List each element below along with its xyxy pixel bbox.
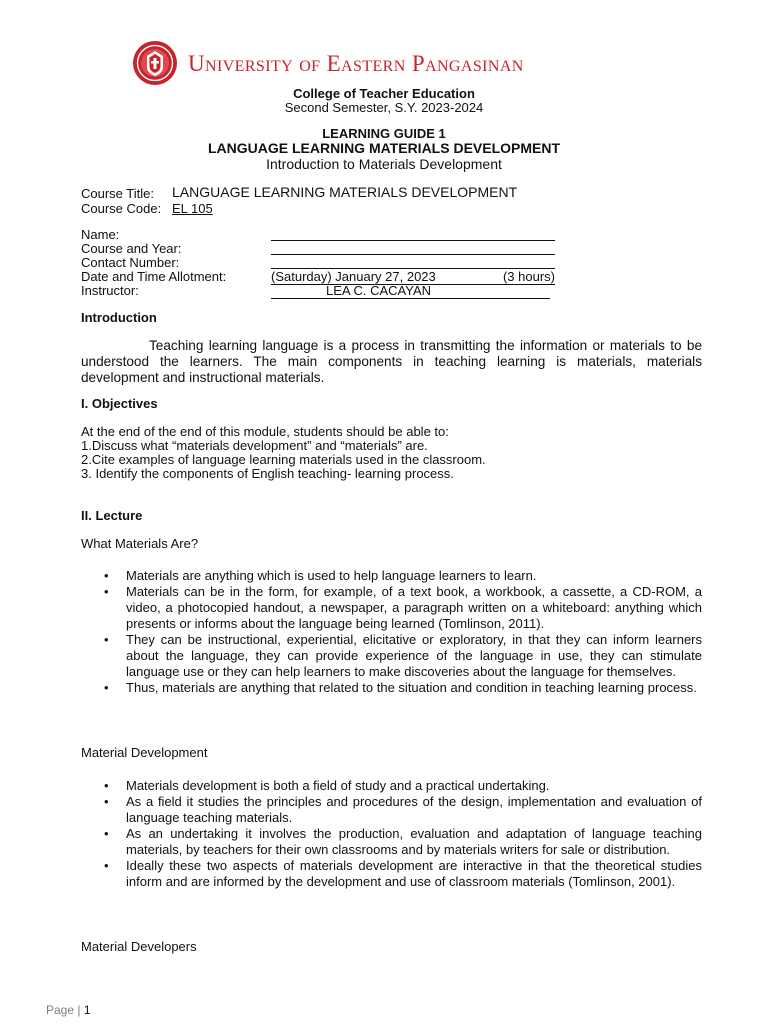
instructor-field [271,284,550,299]
list-item: • They can be instructional, experiential, elicitative or exploratory, in that they can inform learners about the language, they can provide experience of the language in use, they can stimulate language use or they can help learners to make discoveries about the language for themselves. [104,632,702,679]
name-label: Name: [81,227,120,242]
list-item: • Ideally these two aspects of materials development are interactive in that the theoretical studies inform and are informed by the development and use of classroom materials (Tomlinson, 2001). [104,858,702,889]
objectives-heading: I. Objectives [81,396,158,411]
list-item: • Materials can be in the form, for example, of a text book, a workbook, a cassette, a CD-ROM, a video, a photocopied handout, a newspaper, a paragraph written on a whiteboard: anything which presents or informs about the language being learned (Tomlinson, 2011). [104,584,702,631]
what-materials-subheading: What Materials Are? [81,536,199,551]
list-item: • Thus, materials are anything that related to the situation and condition in teaching learning process. [104,680,697,695]
module-subtitle: Introduction to Materials Development [266,156,502,172]
instructor-value: LEA C. CACAYAN [326,283,431,298]
introduction-heading: Introduction [81,310,157,325]
course-heading: LANGUAGE LEARNING MATERIALS DEVELOPMENT [207,140,561,156]
list-item: • As a field it studies the principles and procedures of the design, implementation and evaluation of language teaching materials. [104,794,702,825]
college-name: College of Teacher Education [293,86,475,101]
course-title-label: Course Title: [81,186,154,201]
development-bullet-list [81,778,702,890]
list-item: • As an undertaking it involves the production, evaluation and adaptation of language teaching materials, by teachers for their own classrooms and by materials writers for sale or distribution. [104,826,702,857]
semester-line: Second Semester, S.Y. 2023-2024 [284,100,484,115]
course-code-label: Course Code: [81,201,162,216]
hours-value: (3 hours) [502,269,555,284]
instructor-label: Instructor: [81,283,139,298]
objective-item: 1.Discuss what “materials development” and “materials” are. [81,438,428,453]
date-value: (Saturday) January 27, 2023 [271,269,436,284]
page-number: 1 [83,1003,91,1017]
materials-bullet-list [81,568,702,696]
course-code-value: EL 105 [172,201,213,216]
material-development-subheading: Material Development [81,745,208,760]
list-item: • Materials are anything which is used to help language learners to learn. [104,568,537,583]
contact-number-label: Contact Number: [81,255,180,270]
page-footer [46,1003,91,1017]
material-developers-subheading: Material Developers [81,939,197,954]
course-year-label: Course and Year: [81,241,182,256]
date-time-label: Date and Time Allotment: [81,269,227,284]
objectives-lead: At the end of the end of this module, students should be able to: [81,424,449,439]
list-item: • Materials development is both a field of study and a practical undertaking. [104,778,550,793]
course-title-value: LANGUAGE LEARNING MATERIALS DEVELOPMENT [172,184,518,200]
page-label: Page | [46,1003,81,1017]
course-year-blank-line [271,242,555,255]
university-header [132,40,524,86]
university-name: University of Eastern Pangasinan [188,50,524,76]
lecture-heading: II. Lecture [81,508,143,523]
contact-blank-line [271,256,555,269]
introduction-paragraph: Teaching learning language is a process in transmitting the information or materials to be understood the learners. The main components in teaching learning is materials, materials development and instructional materials. [81,338,702,385]
name-blank-line [271,228,555,241]
learning-guide-label: LEARNING GUIDE 1 [322,126,446,141]
objective-item: 2.Cite examples of language learning materials used in the classroom. [81,452,486,467]
objective-item: 3. Identify the components of English teaching- learning process. [81,466,454,481]
university-seal-icon [132,40,178,86]
